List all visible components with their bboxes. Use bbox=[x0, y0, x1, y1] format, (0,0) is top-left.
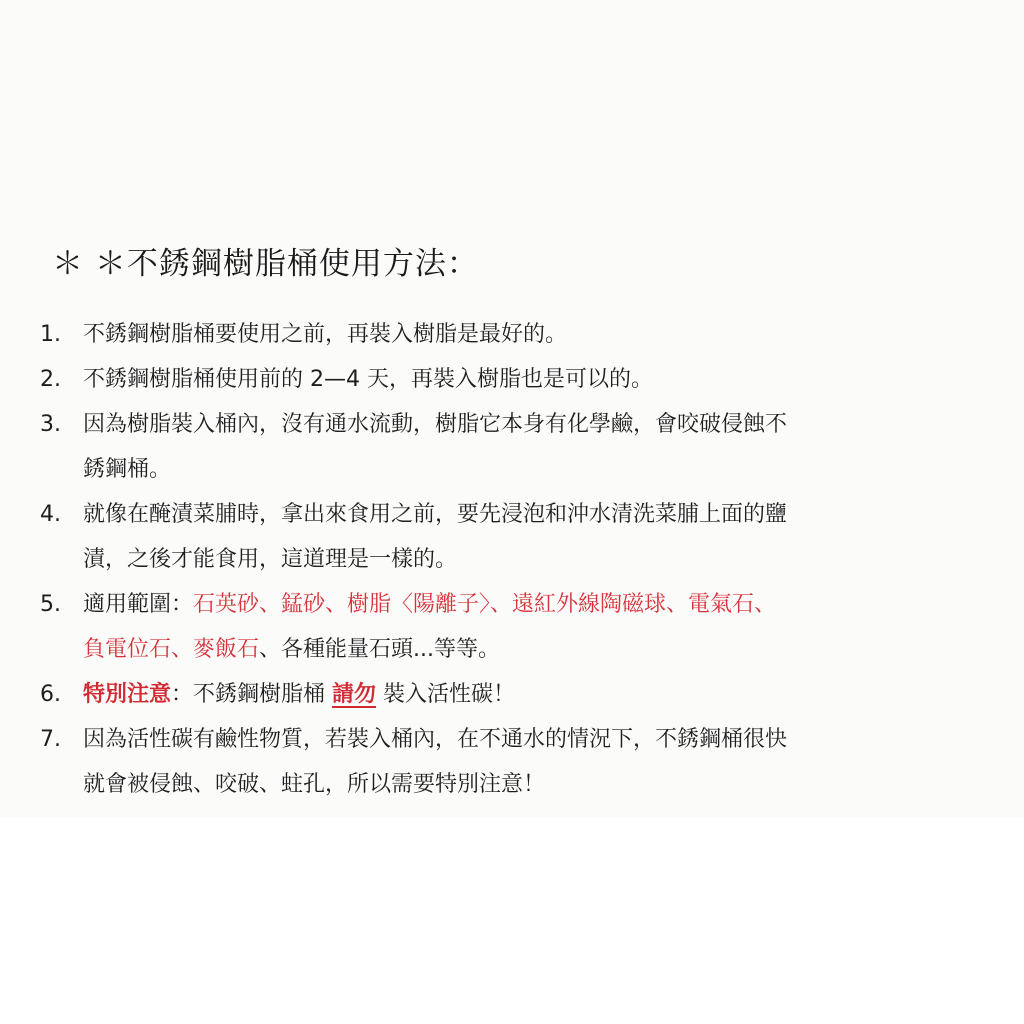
item-text bbox=[83, 672, 1000, 717]
list-item-5 bbox=[40, 582, 1000, 672]
special-notice-label: 特別注意 bbox=[83, 682, 172, 707]
scope-label: 適用範圍： bbox=[83, 592, 194, 617]
item-number: 2. bbox=[40, 367, 61, 392]
item-line: 因為活性碳有鹼性物質，若裝入桶內，在不通水的情況下，不銹鋼桶很快 bbox=[83, 727, 788, 752]
item-text bbox=[83, 312, 1000, 357]
item-line: 不銹鋼樹脂桶使用前的 2—4 天，再裝入樹脂也是可以的。 bbox=[83, 367, 653, 392]
scope-materials-highlight: 負電位石、麥飯石 bbox=[83, 637, 260, 662]
item-number: 3. bbox=[40, 412, 61, 437]
item-number: 5. bbox=[40, 592, 61, 617]
special-notice-text: ：不銹鋼樹脂桶 bbox=[171, 682, 333, 707]
item-line: 因為樹脂裝入桶內，沒有通水流動，樹脂它本身有化學鹼，會咬破侵蝕不 bbox=[83, 412, 788, 437]
special-notice-rest: 裝入活性碳！ bbox=[376, 682, 516, 707]
list-item-4 bbox=[40, 492, 1000, 582]
item-text bbox=[83, 357, 1000, 402]
item-line: 銹鋼桶。 bbox=[83, 457, 172, 482]
item-line bbox=[83, 627, 1000, 672]
item-text bbox=[83, 717, 1000, 807]
page-title: ＊ ＊不銹鋼樹脂桶使用方法： bbox=[52, 246, 479, 282]
scope-materials-rest: 、各種能量石頭...等等。 bbox=[259, 637, 500, 662]
instruction-list bbox=[40, 312, 1000, 807]
item-text bbox=[83, 492, 1000, 582]
list-item-6 bbox=[40, 672, 1000, 717]
scope-materials-highlight: 石英砂、錳砂、樹脂〈陽離子〉、遠紅外線陶磁球、電氣石、 bbox=[193, 592, 777, 617]
list-item-1 bbox=[40, 312, 1000, 357]
item-line: 就像在醃漬菜脯時，拿出來食用之前，要先浸泡和沖水清洗菜脯上面的鹽 bbox=[83, 502, 788, 527]
list-item-7 bbox=[40, 717, 1000, 807]
list-item-3 bbox=[40, 402, 1000, 492]
item-line: 漬，之後才能食用，這道理是一樣的。 bbox=[83, 547, 458, 572]
do-not-warning: 請勿 bbox=[332, 682, 377, 707]
item-line: 不銹鋼樹脂桶要使用之前，再裝入樹脂是最好的。 bbox=[83, 322, 568, 347]
item-line: 就會被侵蝕、咬破、蛀孔，所以需要特別注意！ bbox=[83, 772, 546, 797]
item-line bbox=[83, 582, 1000, 627]
item-text bbox=[83, 582, 1000, 672]
item-text bbox=[83, 402, 1000, 492]
list-item-2 bbox=[40, 357, 1000, 402]
item-number: 1. bbox=[40, 322, 61, 347]
item-line bbox=[83, 672, 1000, 717]
item-number: 7. bbox=[40, 727, 61, 752]
item-number: 6. bbox=[40, 682, 61, 707]
item-number: 4. bbox=[40, 502, 61, 527]
